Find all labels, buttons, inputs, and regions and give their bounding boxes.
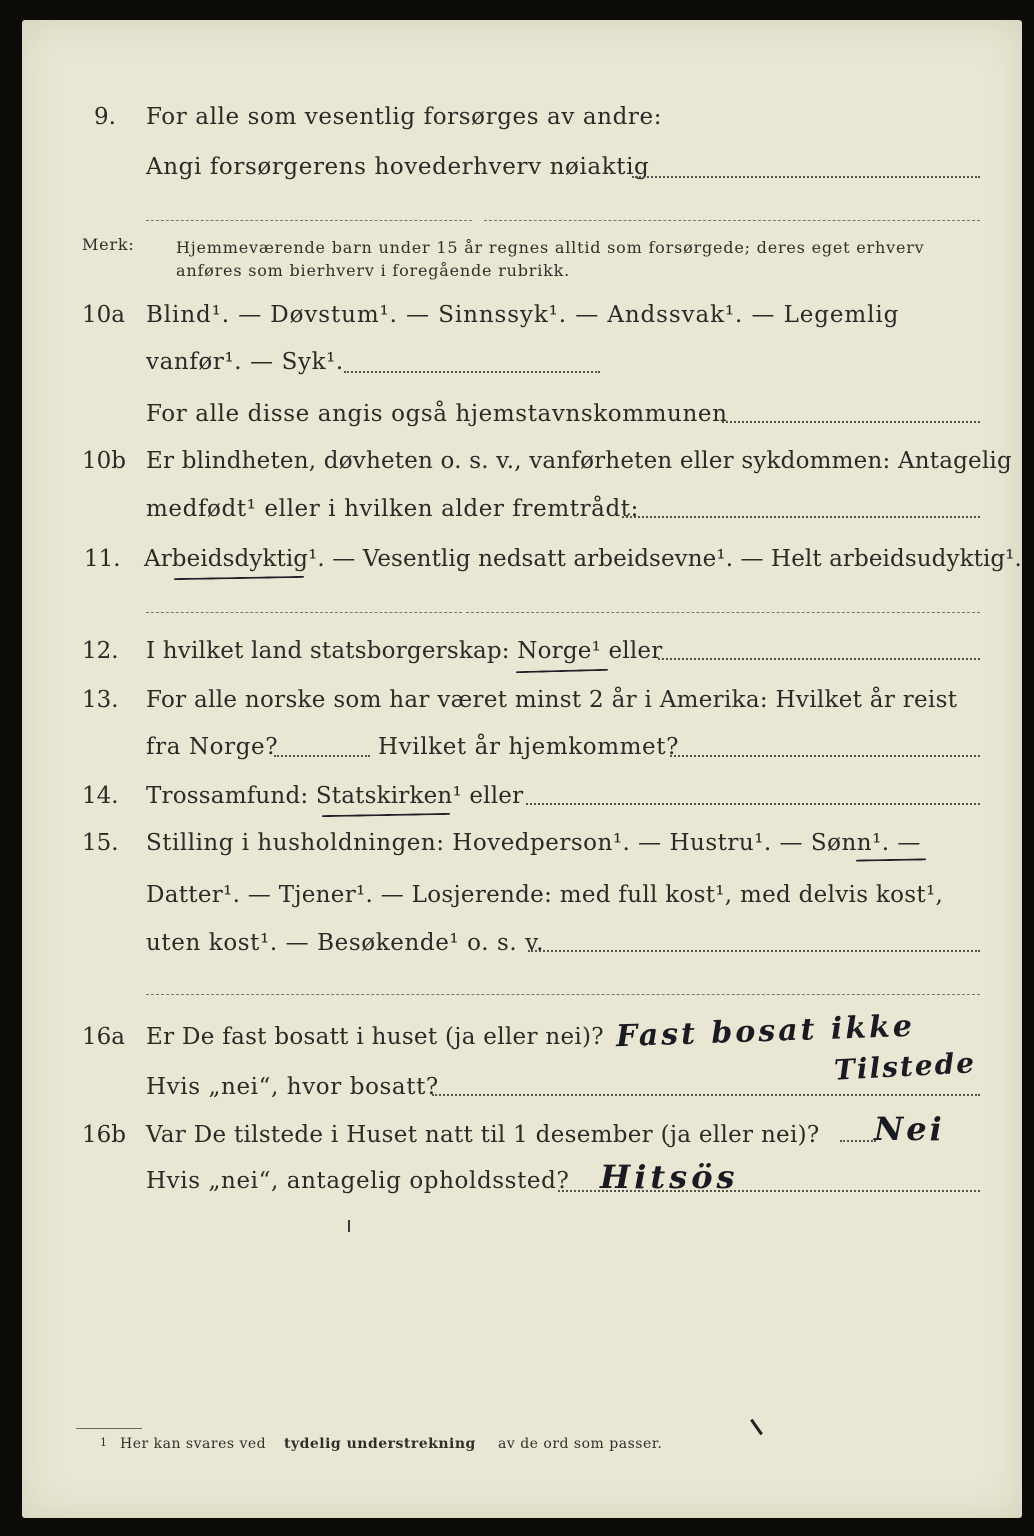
ink-mark — [348, 1220, 350, 1232]
answer-line-14[interactable] — [526, 803, 980, 805]
question-10a-text-2: vanfør¹. — Syk¹. — [146, 349, 344, 375]
answer-line-13-hjemkommet[interactable] — [670, 755, 980, 757]
footnote-mark: 1 — [100, 1436, 108, 1449]
question-11-number: 11. — [84, 546, 121, 572]
note-line-1: Hjemmeværende barn under 15 år regnes alltid som forsørgede; deres eget erhverv — [176, 238, 925, 257]
handwritten-underline-statskirken — [322, 813, 450, 817]
question-14-text: Trossamfund: Statskirken¹ eller — [146, 783, 524, 809]
question-16b-text: Var De tilstede i Huset natt til 1 desember (ja eller nei)? — [146, 1122, 820, 1148]
question-14-number: 14. — [82, 783, 119, 809]
answer-line-9c[interactable] — [484, 220, 980, 221]
question-16b-text-2: Hvis „nei“, antagelig opholdssted? — [146, 1168, 570, 1194]
question-10b-text-2: medfødt¹ eller i hvilken alder fremtrådt: — [146, 496, 639, 522]
question-9-number: 9. — [94, 104, 116, 130]
answer-line-16a[interactable] — [432, 1094, 980, 1096]
question-12-number: 12. — [82, 638, 119, 664]
handwritten-answer-16b-2: Hitsös — [600, 1158, 739, 1196]
handwritten-answer-16b: Nei — [874, 1110, 945, 1148]
answer-line-10a[interactable] — [344, 371, 600, 373]
question-10a-text-3: For alle disse angis også hjemstavnskommunen — [146, 401, 728, 427]
question-13-text: For alle norske som har været minst 2 år i Amerika: Hvilket år reist — [146, 687, 958, 713]
note-label: Merk: — [82, 235, 135, 254]
handwritten-underline-sonn — [856, 858, 926, 861]
question-10a-number: 10a — [82, 302, 125, 328]
question-13-text-2b: Hvilket år hjemkommet? — [378, 734, 680, 760]
ink-tick-mark — [750, 1419, 763, 1435]
footnote-text-a: Her kan svares ved — [120, 1436, 267, 1452]
answer-line-9b[interactable] — [146, 220, 472, 221]
note-line-2: anføres som bierhverv i foregående rubrikk. — [176, 261, 571, 280]
question-11-text: Arbeidsdyktig¹. — Vesentlig nedsatt arbeidsevne¹. — Helt arbeidsudyktig¹. — [144, 546, 1022, 572]
question-15-text: Stilling i husholdningen: Hovedperson¹. — Hustru¹. — Sønn¹. — — [146, 830, 921, 856]
answer-line-11b[interactable] — [466, 612, 980, 613]
question-16b-number: 16b — [82, 1122, 126, 1148]
footnote-rule — [76, 1428, 142, 1429]
question-10b-number: 10b — [82, 448, 126, 474]
answer-line-11[interactable] — [146, 612, 462, 613]
question-15-text-2: Datter¹. — Tjener¹. — Losjerende: med full kost¹, med delvis kost¹, — [146, 882, 944, 908]
question-9-subtext: Angi forsørgerens hovederhverv nøiaktig — [146, 154, 650, 180]
footnote-text-c: av de ord som passer. — [498, 1436, 663, 1452]
question-16a-text: Er De fast bosatt i huset (ja eller nei)? — [146, 1024, 604, 1050]
question-16a-number: 16a — [82, 1024, 125, 1050]
answer-line-12[interactable] — [658, 658, 980, 660]
question-13-number: 13. — [82, 687, 119, 713]
census-form-page — [22, 20, 1022, 1518]
question-15-number: 15. — [82, 830, 119, 856]
answer-dots-16b — [840, 1140, 876, 1142]
question-12-text: I hvilket land statsborgerskap: Norge¹ eller — [146, 638, 663, 664]
answer-line-13-reist[interactable] — [274, 755, 370, 757]
answer-line-10b[interactable] — [622, 516, 980, 518]
answer-line-10a-kommune[interactable] — [722, 421, 980, 423]
answer-line-15[interactable] — [528, 950, 980, 952]
question-10b-text: Er blindheten, døvheten o. s. v., vanførheten eller sykdommen: Antagelig — [146, 448, 1012, 474]
handwritten-answer-16a-2: Tilstede — [833, 1046, 977, 1087]
question-16a-text-2: Hvis „nei“, hvor bosatt? — [146, 1074, 439, 1100]
answer-line-9[interactable] — [632, 176, 980, 178]
question-13-text-2a: fra Norge? — [146, 734, 279, 760]
question-15-text-3: uten kost¹. — Besøkende¹ o. s. v. — [146, 930, 545, 956]
handwritten-answer-16a: Fast bosat ikke — [615, 1008, 916, 1055]
question-9-text: For alle som vesentlig forsørges av andre: — [146, 104, 663, 130]
answer-line-15b[interactable] — [146, 994, 980, 995]
handwritten-underline-arbeidsdyktig — [174, 576, 304, 580]
handwritten-underline-norge — [516, 669, 608, 673]
footnote-text-b: tydelig understrekning — [284, 1436, 476, 1452]
question-10a-text: Blind¹. — Døvstum¹. — Sinnssyk¹. — Andssvak¹. — Legemlig — [146, 302, 900, 328]
